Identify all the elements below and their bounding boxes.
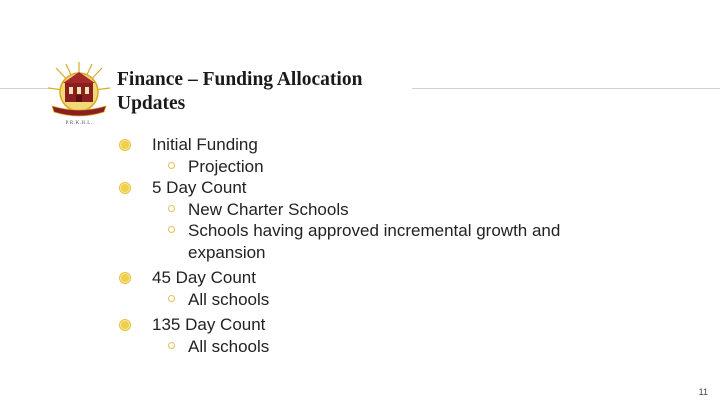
title-rule-right [412, 88, 720, 89]
bullet-dot-icon [120, 320, 130, 330]
page-number: 11 [698, 387, 708, 397]
bullet-label: 5 Day Count [152, 178, 247, 197]
bullet-list [116, 134, 616, 357]
sub-list-item-continuation [116, 242, 616, 264]
bullet-label: 135 Day Count [152, 315, 266, 334]
sub-list-item [116, 199, 616, 221]
school-seal-logo [46, 60, 112, 130]
sub-label: expansion [188, 242, 266, 262]
bullet-dot-icon [120, 273, 130, 283]
title-line-1: Finance – Funding Allocation [117, 69, 363, 90]
sub-label: All schools [188, 336, 270, 356]
hollow-circle-icon [168, 205, 175, 212]
hollow-circle-icon [168, 295, 175, 302]
list-item [116, 314, 616, 336]
bullet-dot-icon [120, 183, 130, 193]
sub-label: Schools having approved incremental growth and [188, 221, 561, 240]
sub-list-item [116, 220, 616, 242]
bullet-label: Initial Funding [152, 135, 258, 154]
list-item [116, 177, 616, 199]
sub-label: All schools [188, 289, 270, 309]
title-rule-left [0, 88, 48, 89]
sub-list-item [116, 289, 616, 311]
bullet-label: 45 Day Count [152, 268, 256, 287]
sub-label: New Charter Schools [188, 199, 349, 219]
sub-list-item [116, 156, 616, 178]
seal-caption: P.R.K.H.L. [65, 121, 93, 126]
hollow-circle-icon [168, 226, 175, 233]
hollow-circle-icon [168, 162, 175, 169]
list-item [116, 267, 616, 289]
list-item [116, 134, 616, 156]
sub-label: Projection [188, 156, 264, 176]
slide-title [117, 68, 417, 116]
bullet-dot-icon [120, 140, 130, 150]
hollow-circle-icon [168, 342, 175, 349]
sub-list-item [116, 336, 616, 358]
title-line-2: Updates [117, 93, 186, 114]
